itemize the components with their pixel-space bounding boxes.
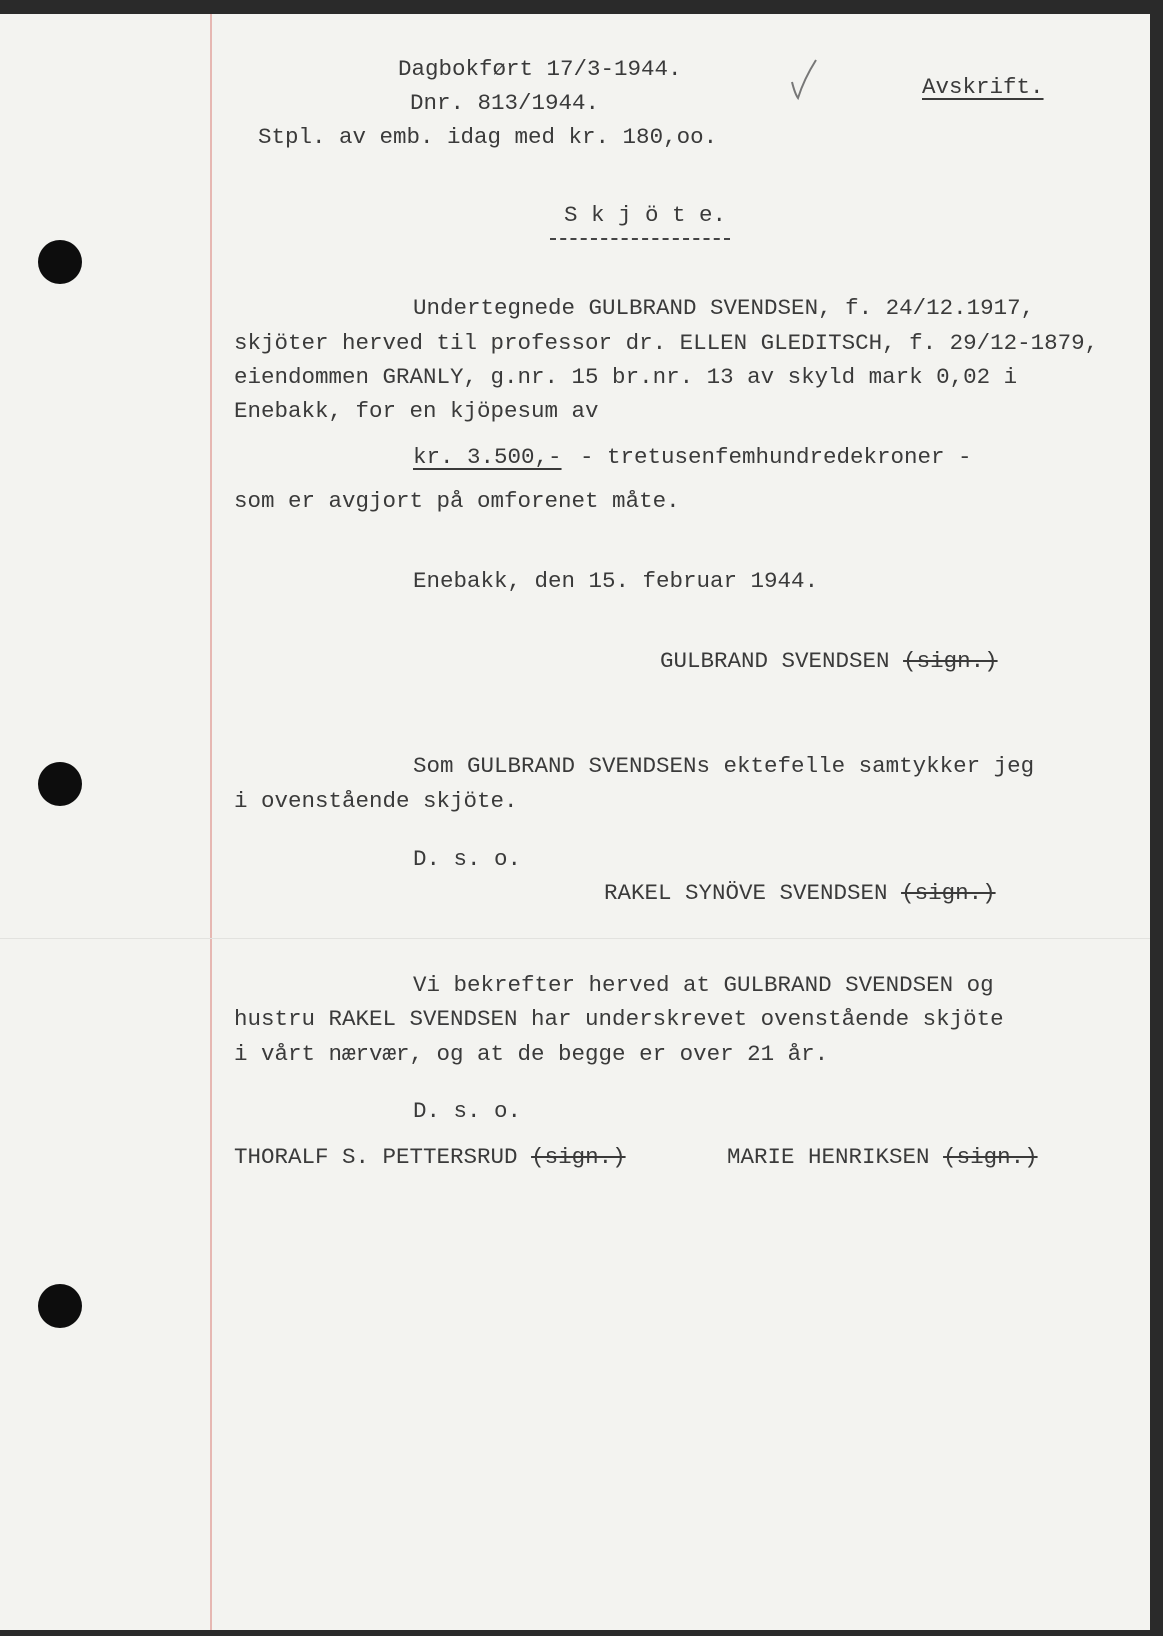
signature-mark: (sign.): [903, 648, 998, 674]
dnr-line: Dnr. 813/1944.: [410, 90, 600, 116]
stamp-line: Stpl. av emb. idag med kr. 180,oo.: [258, 124, 718, 150]
avskrift-label: Avskrift.: [922, 74, 1044, 100]
fold-line: [0, 938, 1150, 939]
body-line: Enebakk, for en kjöpesum av: [234, 398, 599, 424]
dso-line: D. s. o.: [413, 1098, 522, 1124]
dagbokfort-line: Dagbokført 17/3-1944.: [398, 56, 682, 82]
signature-name: RAKEL SYNÖVE SVENDSEN: [604, 880, 888, 906]
signature-witness-2: [727, 1146, 1038, 1169]
body-line: skjöter herved til professor dr. ELLEN GLEDITSCH, f. 29/12-1879,: [234, 330, 1099, 356]
punch-hole: [38, 1284, 82, 1328]
body-line: Vi bekrefter herved at GULBRAND SVENDSEN og: [413, 972, 994, 998]
body-line: i vårt nærvær, og at de begge er over 21 år.: [234, 1041, 829, 1067]
signature-spouse: [604, 882, 996, 905]
signature-mark: (sign.): [943, 1144, 1038, 1170]
purchase-amount-words: - tretusenfemhundredekroner -: [580, 444, 972, 470]
purchase-amount: kr. 3.500,-: [413, 444, 562, 470]
place-date: Enebakk, den 15. februar 1944.: [413, 568, 819, 594]
signature-mark: (sign.): [531, 1144, 626, 1170]
dso-line: D. s. o.: [413, 846, 522, 872]
body-line: som er avgjort på omforenet måte.: [234, 488, 680, 514]
document-page: [0, 14, 1150, 1630]
body-line: Undertegnede GULBRAND SVENDSEN, f. 24/12.1917,: [413, 295, 1035, 321]
signature-name: MARIE HENRIKSEN: [727, 1144, 930, 1170]
body-line: hustru RAKEL SVENDSEN har underskrevet ovenstående skjöte: [234, 1006, 1004, 1032]
signature-seller: [660, 650, 998, 673]
signature-witness-1: [234, 1146, 626, 1169]
signature-name: GULBRAND SVENDSEN: [660, 648, 890, 674]
punch-hole: [38, 240, 82, 284]
body-line: eiendommen GRANLY, g.nr. 15 br.nr. 13 av skyld mark 0,02 i: [234, 364, 1018, 390]
check-mark-icon: [790, 54, 820, 104]
margin-line: [210, 14, 212, 1630]
body-line: i ovenstående skjöte.: [234, 788, 518, 814]
punch-hole: [38, 762, 82, 806]
body-line: Som GULBRAND SVENDSENs ektefelle samtykker jeg: [413, 753, 1035, 779]
document-title: S k j ö t e.: [564, 202, 727, 228]
title-underline: [550, 238, 730, 240]
signature-mark: (sign.): [901, 880, 996, 906]
signature-name: THORALF S. PETTERSRUD: [234, 1144, 518, 1170]
